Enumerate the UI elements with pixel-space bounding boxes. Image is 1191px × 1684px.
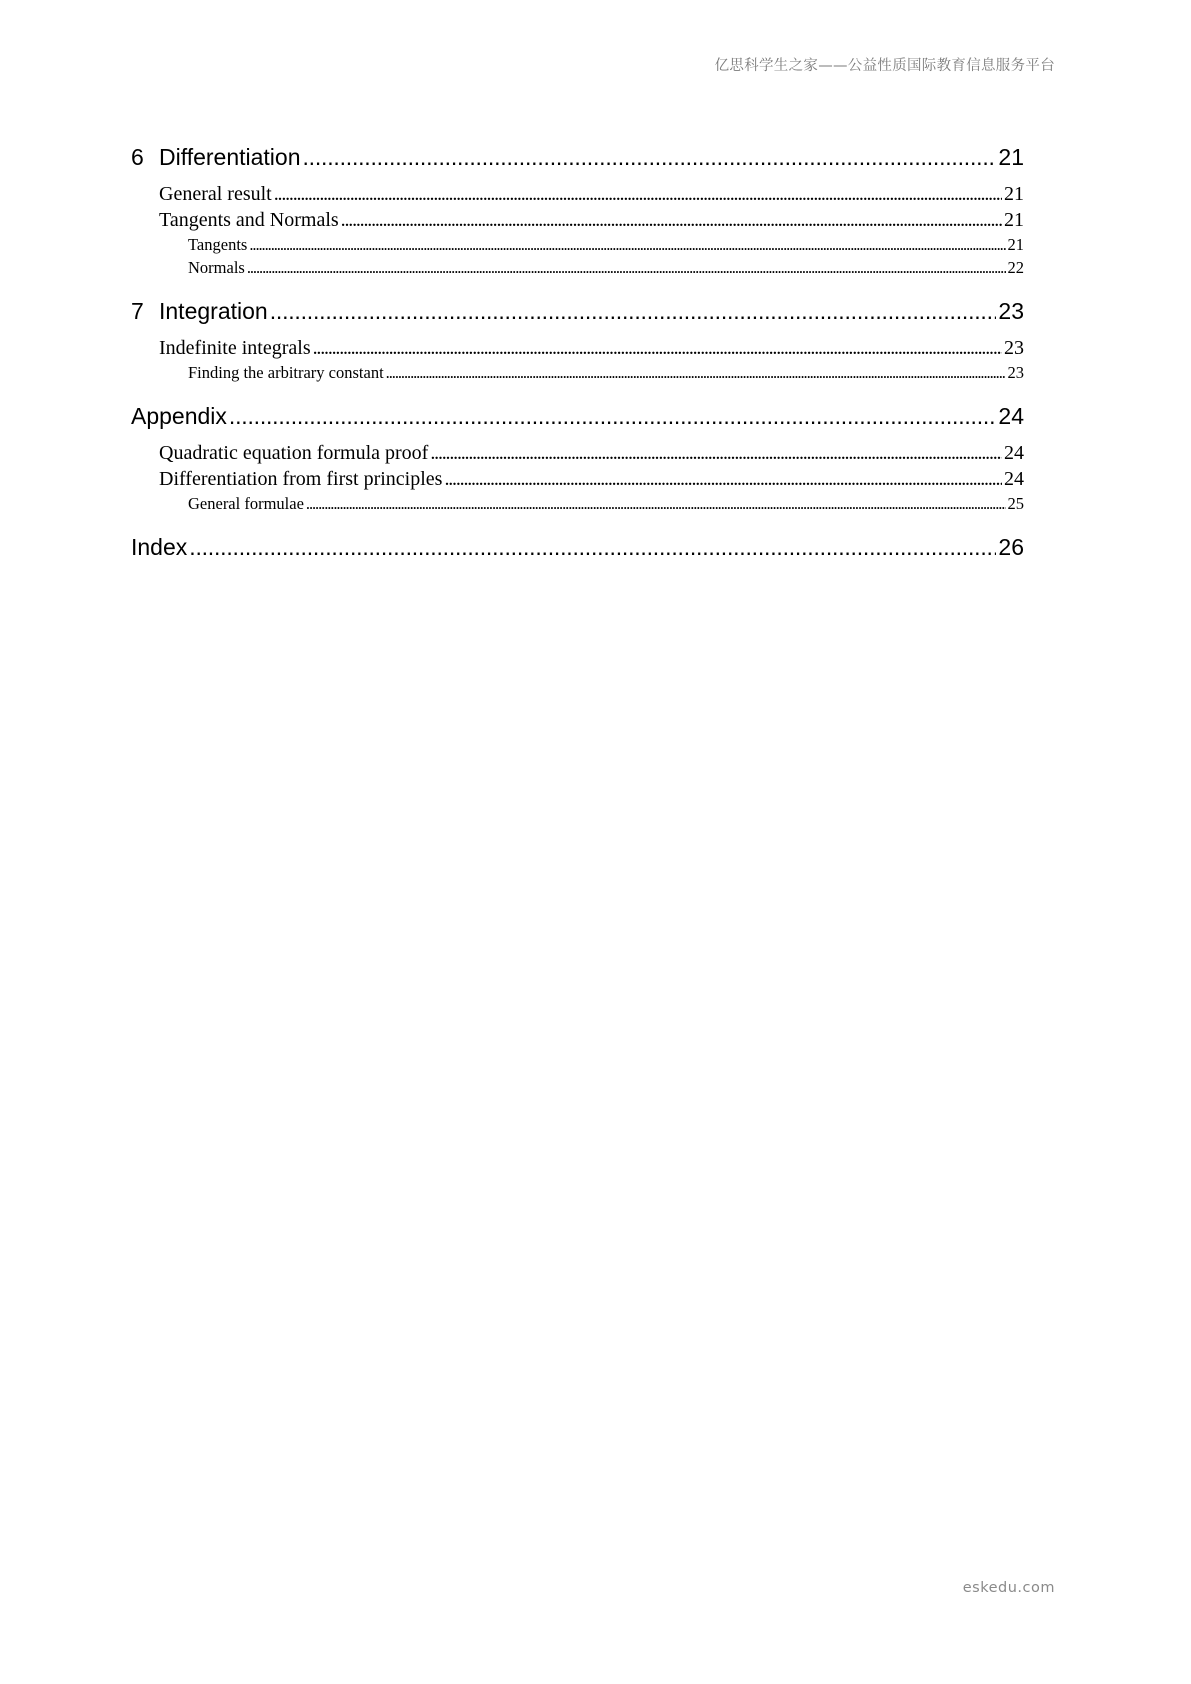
section-title: Differentiation <box>159 144 301 170</box>
toc-entry-label <box>131 296 268 326</box>
toc-entry-label: Quadratic equation formula proof <box>159 442 429 464</box>
toc-entry-tangents-and-normals[interactable] <box>131 207 1024 233</box>
toc-entry-index[interactable] <box>131 532 1024 562</box>
dot-leader <box>430 440 1002 466</box>
dot-leader <box>341 207 1002 233</box>
toc-entry-label: General result <box>159 183 272 205</box>
toc-entry-differentiation[interactable] <box>131 142 1024 172</box>
page-number: 23 <box>1007 363 1024 382</box>
toc-entry-appendix[interactable] <box>131 401 1024 431</box>
page-number: 24 <box>998 403 1024 429</box>
toc-entry-indefinite-integrals[interactable] <box>131 335 1024 361</box>
dot-leader <box>247 256 1006 279</box>
page-number: 21 <box>1004 209 1024 231</box>
toc-entry-label: Differentiation from first principles <box>159 468 443 490</box>
page-number: 23 <box>1004 337 1024 359</box>
page-number: 22 <box>1007 258 1024 277</box>
page-number: 21 <box>1007 235 1024 254</box>
toc-entry-normals[interactable] <box>131 256 1024 279</box>
page-number: 23 <box>998 298 1024 324</box>
toc-entry-label: Tangents and Normals <box>159 209 339 231</box>
dot-leader <box>274 181 1002 207</box>
dot-leader <box>303 142 997 172</box>
toc-entry-quadratic-formula-proof[interactable] <box>131 440 1024 466</box>
page-number: 24 <box>1004 468 1024 490</box>
section-number: 7 <box>131 298 144 324</box>
table-of-contents <box>131 142 1024 562</box>
section-title: Index <box>131 534 188 560</box>
dot-leader <box>270 296 997 326</box>
dot-leader <box>444 466 1002 492</box>
toc-entry-finding-arbitrary-constant[interactable] <box>131 361 1024 384</box>
toc-entry-label: Indefinite integrals <box>159 337 311 359</box>
dot-leader <box>189 532 996 562</box>
page-header: 亿思科学生之家——公益性质国际教育信息服务平台 <box>714 58 1055 74</box>
dot-leader <box>386 361 1006 384</box>
toc-entry-label: Normals <box>188 258 245 277</box>
toc-entry-label <box>131 142 301 172</box>
toc-entry-differentiation-first-principles[interactable] <box>131 466 1024 492</box>
page-number: 21 <box>1004 183 1024 205</box>
toc-entry-label: General formulae <box>188 494 304 513</box>
section-number: 6 <box>131 144 144 170</box>
toc-entry-integration[interactable] <box>131 296 1024 326</box>
toc-entry-tangents[interactable] <box>131 233 1024 256</box>
toc-entry-general-result[interactable] <box>131 181 1024 207</box>
toc-entry-label: Finding the arbitrary constant <box>188 363 384 382</box>
toc-entry-label: Tangents <box>188 235 248 254</box>
page-number: 25 <box>1007 494 1024 513</box>
page-number: 24 <box>1004 442 1024 464</box>
dot-leader <box>313 335 1002 361</box>
dot-leader <box>249 233 1005 256</box>
page-number: 26 <box>998 534 1024 560</box>
page-footer: eskedu.com <box>962 1580 1055 1596</box>
section-title: Integration <box>159 298 268 324</box>
page-number: 21 <box>998 144 1024 170</box>
dot-leader <box>306 492 1006 515</box>
section-title: Appendix <box>131 403 227 429</box>
dot-leader <box>229 401 996 431</box>
toc-entry-general-formulae[interactable] <box>131 492 1024 515</box>
